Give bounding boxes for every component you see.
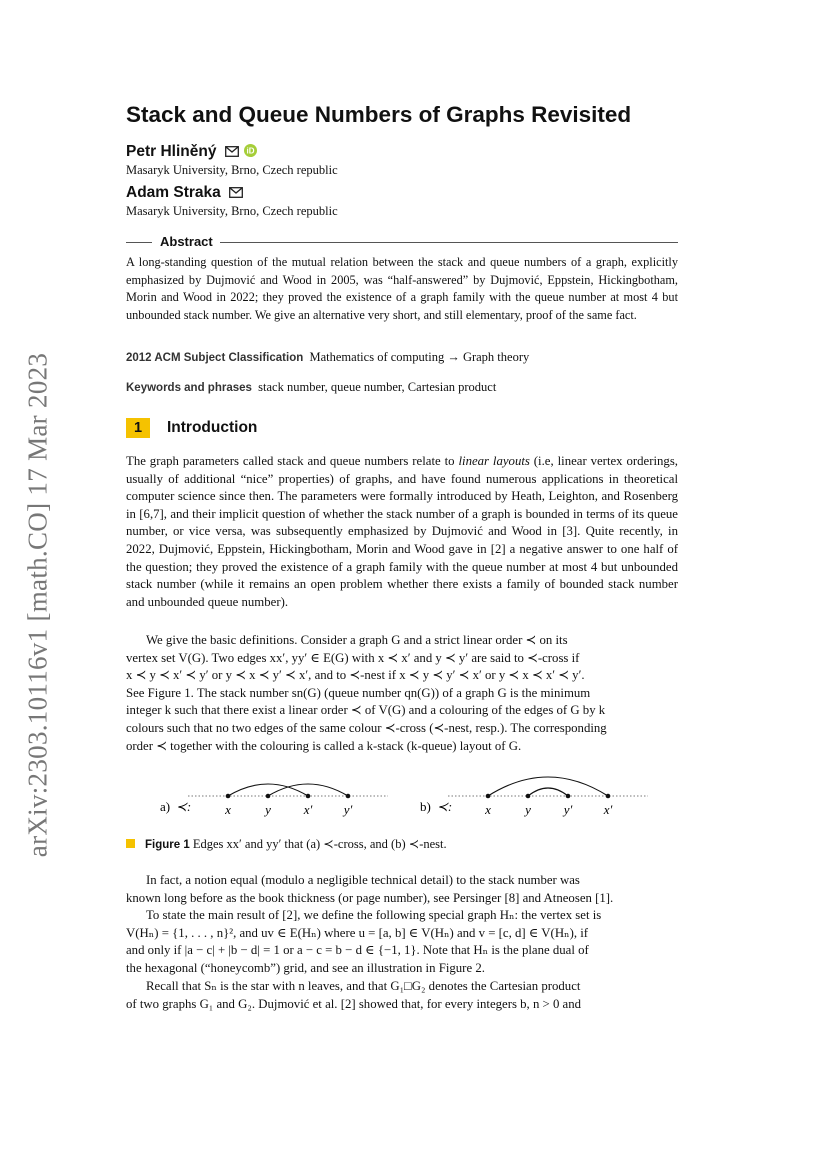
figure-b-order: ≺: bbox=[437, 799, 453, 814]
figure-b-vertex bbox=[526, 794, 531, 799]
text-line: Recall that Sₙ is the star with n leaves, and that G₁□G₂ denotes the Cartesian product bbox=[146, 979, 581, 993]
text-line: known long before as the book thickness (or page number), see Persinger [8] and Atneosen [1]. bbox=[126, 890, 614, 905]
acm-classification bbox=[126, 350, 678, 365]
figure-a-vertex bbox=[266, 794, 271, 799]
text-line: the hexagonal (“honeycomb”) grid, and see an illustration in Figure 2. bbox=[126, 960, 485, 975]
text-line: of two graphs G₁ and G₂. Dujmović et al. [2] showed that, for every integers b, n > 0 and bbox=[126, 996, 582, 1011]
figure-b-vertex-label: x bbox=[485, 802, 491, 817]
keywords bbox=[126, 380, 678, 395]
keywords-label: Keywords and phrases bbox=[126, 382, 252, 394]
email-icon[interactable] bbox=[229, 187, 243, 198]
text-line: vertex set V(G). Two edges xx′, yy′ ∈ E(G) with x ≺ x′ and y ≺ y′ are said to ≺-cross if bbox=[126, 650, 580, 665]
text-line: order ≺ together with the colouring is called a k-stack (k-queue) layout of G. bbox=[126, 738, 522, 753]
figure-b-edge-xx bbox=[488, 777, 608, 796]
figure-b-label: b) bbox=[420, 799, 431, 814]
figure-a-order: ≺: bbox=[176, 799, 192, 814]
figure-b-vertex-label: y′ bbox=[563, 802, 573, 817]
figure-a-vertex-label: x′ bbox=[303, 802, 313, 817]
figure-1-caption bbox=[126, 836, 447, 852]
figure-a-vertex bbox=[306, 794, 311, 799]
text-line: colours such that no two edges of the same colour ≺-cross (≺-nest, resp.). The corresponding bbox=[126, 720, 607, 735]
text-line: In fact, a notion equal (modulo a negligible technical detail) to the stack number was bbox=[146, 873, 580, 887]
text-line: We give the basic definitions. Consider a graph G and a strict linear order ≺ on its bbox=[146, 633, 568, 647]
paper-title: Stack and Queue Numbers of Graphs Revisited bbox=[126, 102, 632, 127]
acm-classification-label: 2012 ACM Subject Classification bbox=[126, 352, 304, 364]
abstract-text: A long-standing question of the mutual relation between the stack and queue numbers of a graph, explicitly emphasized by Dujmović and Wood in 2005, was “half-answered” by Dujmović, Eppstein, Hickingbotham, Morin and Wood in 2022; they proved the existence of a graph family with the queue number at most 4 but unbounded stack number. We give an alternative very short, and still elementary, proof of the same fact. bbox=[126, 255, 678, 322]
author-1 bbox=[126, 143, 257, 161]
intro-p1-emphasis: linear layouts bbox=[458, 454, 530, 468]
intro-p1-text-b: (i.e, linear vertex orderings, usually of additional “nice” properties) of graphs, and have found numerous applications in theoretical computer science since then. The parameters were formally introduced by Heath, Leighton, and Rosenberg in [6,7], and their implicit question of whether the stack number of a graph is bounded in terms of its queue number, or vice versa, was subsequently emphasized by Dujmović and Wood in [3]. Quite recently, in 2022, Dujmović, Eppstein, Hickingbotham, Morin and Wood gave in [2] a negative answer to one half of the question; they proved the existence of a graph family with the queue number at most 4 but unbounded stack number (while it remains an open problem whether there exists a family of bounded stack number and unbounded queue number). bbox=[126, 454, 679, 609]
author-2 bbox=[126, 184, 243, 202]
paragraph-graph-hn bbox=[126, 907, 678, 977]
figure-b-vertex bbox=[606, 794, 611, 799]
paragraph-book-thickness bbox=[126, 872, 678, 907]
arxiv-sidebar bbox=[18, 340, 58, 870]
abstract-rule-left bbox=[126, 242, 152, 243]
intro-p1-text-a: The graph parameters called stack and queue numbers relate to bbox=[126, 454, 459, 468]
email-icon[interactable] bbox=[225, 146, 239, 157]
text-line: and only if |a − c| + |b − d| = 1 or a − c = b − d ∈ {−1, 1}. Note that Hₙ is the plane dual of bbox=[126, 943, 589, 958]
text-line: See Figure 1. The stack number sn(G) (queue number qn(G)) of a graph G is the minimum bbox=[126, 685, 591, 700]
text-line: x ≺ y ≺ x′ ≺ y′ or y ≺ x ≺ y′ ≺ x′, and to ≺-nest if x ≺ y ≺ y′ ≺ x′ or y ≺ x ≺ x′ ≺ y′. bbox=[126, 668, 585, 683]
acm-classification-value: Mathematics of computing → Graph theory bbox=[309, 350, 530, 364]
figure-b-vertex-label: y bbox=[525, 802, 531, 817]
abstract-rule-right bbox=[220, 242, 678, 243]
caption-label: Figure 1 bbox=[145, 839, 190, 851]
figure-a-vertex bbox=[346, 794, 351, 799]
figure-a-vertex bbox=[226, 794, 231, 799]
caption-marker bbox=[126, 839, 135, 848]
section-heading bbox=[126, 418, 258, 438]
abstract-heading bbox=[126, 234, 678, 250]
figure-b-vertex-label: x′ bbox=[603, 802, 613, 817]
author-2-name: Adam Straka bbox=[126, 184, 221, 201]
figure-b-vertex bbox=[566, 794, 571, 799]
intro-paragraph-2 bbox=[126, 632, 678, 755]
text-line: V(Hₙ) = {1, . . . , n}², and uv ∈ E(Hₙ) where u = [a, b] ∈ V(Hₙ) and v = [c, d] ∈ V(Hₙ), if bbox=[126, 925, 589, 940]
orcid-icon[interactable] bbox=[244, 144, 257, 157]
caption-text: Edges xx′ and yy′ that (a) ≺-cross, and (b) ≺-nest. bbox=[192, 837, 447, 851]
svg-text:iD: iD bbox=[246, 146, 255, 156]
author-1-affiliation: Masaryk University, Brno, Czech republic bbox=[126, 163, 338, 177]
paragraph-star-product bbox=[126, 978, 678, 1013]
figure-b-vertex bbox=[486, 794, 491, 799]
keywords-value: stack number, queue number, Cartesian product bbox=[258, 380, 497, 394]
arxiv-identifier: arXiv:2303.10116v1 [math.CO] 17 Mar 2023 bbox=[22, 352, 53, 858]
figure-a-label: a) bbox=[160, 799, 171, 814]
text-line: integer k such that there exist a linear order ≺ of V(G) and a colouring of the edges of G by k bbox=[126, 703, 606, 718]
figure-b-edge-yy bbox=[528, 788, 568, 796]
author-2-affiliation: Masaryk University, Brno, Czech republic bbox=[126, 204, 338, 218]
figure-a-vertex-label: x bbox=[225, 802, 231, 817]
author-1-name: Petr Hliněný bbox=[126, 143, 217, 160]
figure-a-vertex-label: y′ bbox=[343, 802, 353, 817]
figure-a-vertex-label: y bbox=[265, 802, 271, 817]
text-line: To state the main result of [2], we define the following special graph Hₙ: the vertex set is bbox=[146, 908, 602, 922]
intro-paragraph-1 bbox=[126, 453, 678, 611]
abstract-label: Abstract bbox=[160, 234, 213, 249]
section-title: Introduction bbox=[167, 419, 258, 436]
section-number: 1 bbox=[126, 418, 150, 438]
figure-1 bbox=[126, 776, 686, 826]
